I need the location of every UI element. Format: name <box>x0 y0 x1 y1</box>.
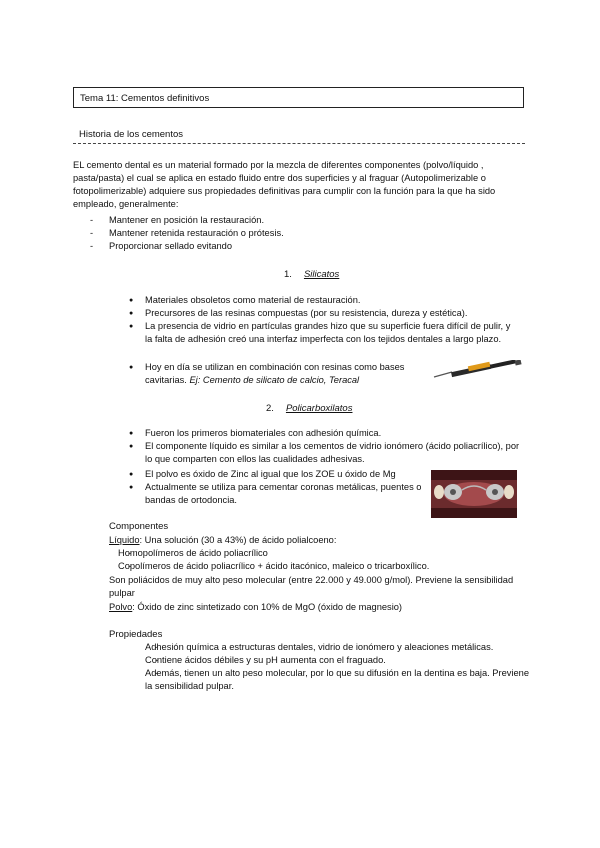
componentes-heading: Componentes <box>109 521 169 532</box>
list-item: ● La presencia de vidrio en partículas grandes hizo que su superficie fuera difícil de pulir, y la falta de adhesión creó una interfaz imperfecta con los tejidos dentales a largo plazo. <box>73 320 513 346</box>
heading-number: 1. <box>284 269 292 280</box>
propiedades-heading: Propiedades <box>109 629 163 640</box>
heading-policarboxilatos <box>266 402 352 415</box>
intro-paragraph: EL cemento dental es un material formado por la mezcla de diferentes componentes (polvo/líquido , pasta/pasta) el cual se aplica en estado fluido entre dos superficies y al fraguar (Autopolimerizable o fotopolimerizable) adquiere sus propiedades definitivas para cumplir con la función para la que ha sido empleado, generalmente: <box>73 160 496 209</box>
list-item <box>73 361 443 387</box>
heading-silicatos <box>284 268 339 281</box>
list-item: ● Actualmente se utiliza para cementar coronas metálicas, puentes o bandas de ortodoncia. <box>73 481 428 507</box>
list-item: ● Fueron los primeros biomateriales con adhesión química. <box>73 427 523 440</box>
componentes-note: Son poliácidos de muy alto peso molecular (entre 22.000 y 49.000 g/mol). Previene la sensibilidad pulpar <box>109 575 514 598</box>
section-heading: Historia de los cementos <box>79 129 184 140</box>
powder-line <box>109 601 529 614</box>
list-item: - Adhesión química a estructuras dentales, vidrio de ionómero y aleaciones metálicas. <box>100 641 530 654</box>
silicatos-list <box>73 294 513 346</box>
liquid-line <box>109 534 529 547</box>
item-example: Ej: Cemento de silicato de calcio, Teracal <box>189 375 360 385</box>
dashed-divider <box>73 143 525 144</box>
propiedades-list <box>100 641 530 693</box>
heading-title: Policarboxilatos <box>285 403 353 414</box>
list-item: - Homopolímeros de ácido poliacrílico <box>73 547 533 560</box>
liquid-text: : Una solución (30 a 43%) de ácido polialcoeno: <box>139 535 337 545</box>
item-text: Hoy en día se utilizan en combinación con resinas como bases cavitarias. <box>145 362 405 385</box>
list-item: - Copolímeros de ácido poliacrílico + ácido itacónico, maleico o tricarboxílico. <box>73 560 533 573</box>
syringe-image <box>432 360 524 382</box>
document-title: Tema 11: Cementos definitivos <box>80 93 210 104</box>
intro-list <box>73 214 523 253</box>
liquid-label: Líquido <box>109 535 140 545</box>
liquid-list <box>73 547 533 573</box>
list-item: - Proporcionar sellado evitando <box>73 240 523 253</box>
heading-number: 2. <box>266 403 274 414</box>
list-item: - Además, tienen un alto peso molecular, por lo que su difusión en la dentina es baja. Previene la sensibilidad pulpar. <box>100 667 530 693</box>
powder-label: Polvo <box>109 602 133 612</box>
list-item: ● El polvo es óxido de Zinc al igual que los ZOE u óxido de Mg <box>73 468 428 481</box>
policarboxilatos-list-2 <box>73 468 428 507</box>
list-item: ● Materiales obsoletos como material de restauración. <box>73 294 513 307</box>
powder-text: : Óxido de zinc sintetizado con 10% de MgO (óxido de magnesio) <box>132 602 403 612</box>
orthodontic-photo <box>431 470 517 518</box>
list-item: ● Precursores de las resinas compuestas (por su resistencia, dureza y estética). <box>73 307 513 320</box>
list-item: - Mantener retenida restauración o prótesis. <box>73 227 523 240</box>
list-item: ● El componente líquido es similar a los cementos de vidrio ionómero (ácido poliacrílico), por lo que comparten con ellos las cualidades adhesivas. <box>73 440 523 466</box>
list-item: - Contiene ácidos débiles y su pH aumenta con el fraguado. <box>100 654 530 667</box>
policarboxilatos-list <box>73 427 523 466</box>
list-item: - Mantener en posición la restauración. <box>73 214 523 227</box>
title-box <box>73 87 524 108</box>
silicatos-list-last <box>73 361 443 387</box>
heading-title: Silicatos <box>303 269 340 280</box>
